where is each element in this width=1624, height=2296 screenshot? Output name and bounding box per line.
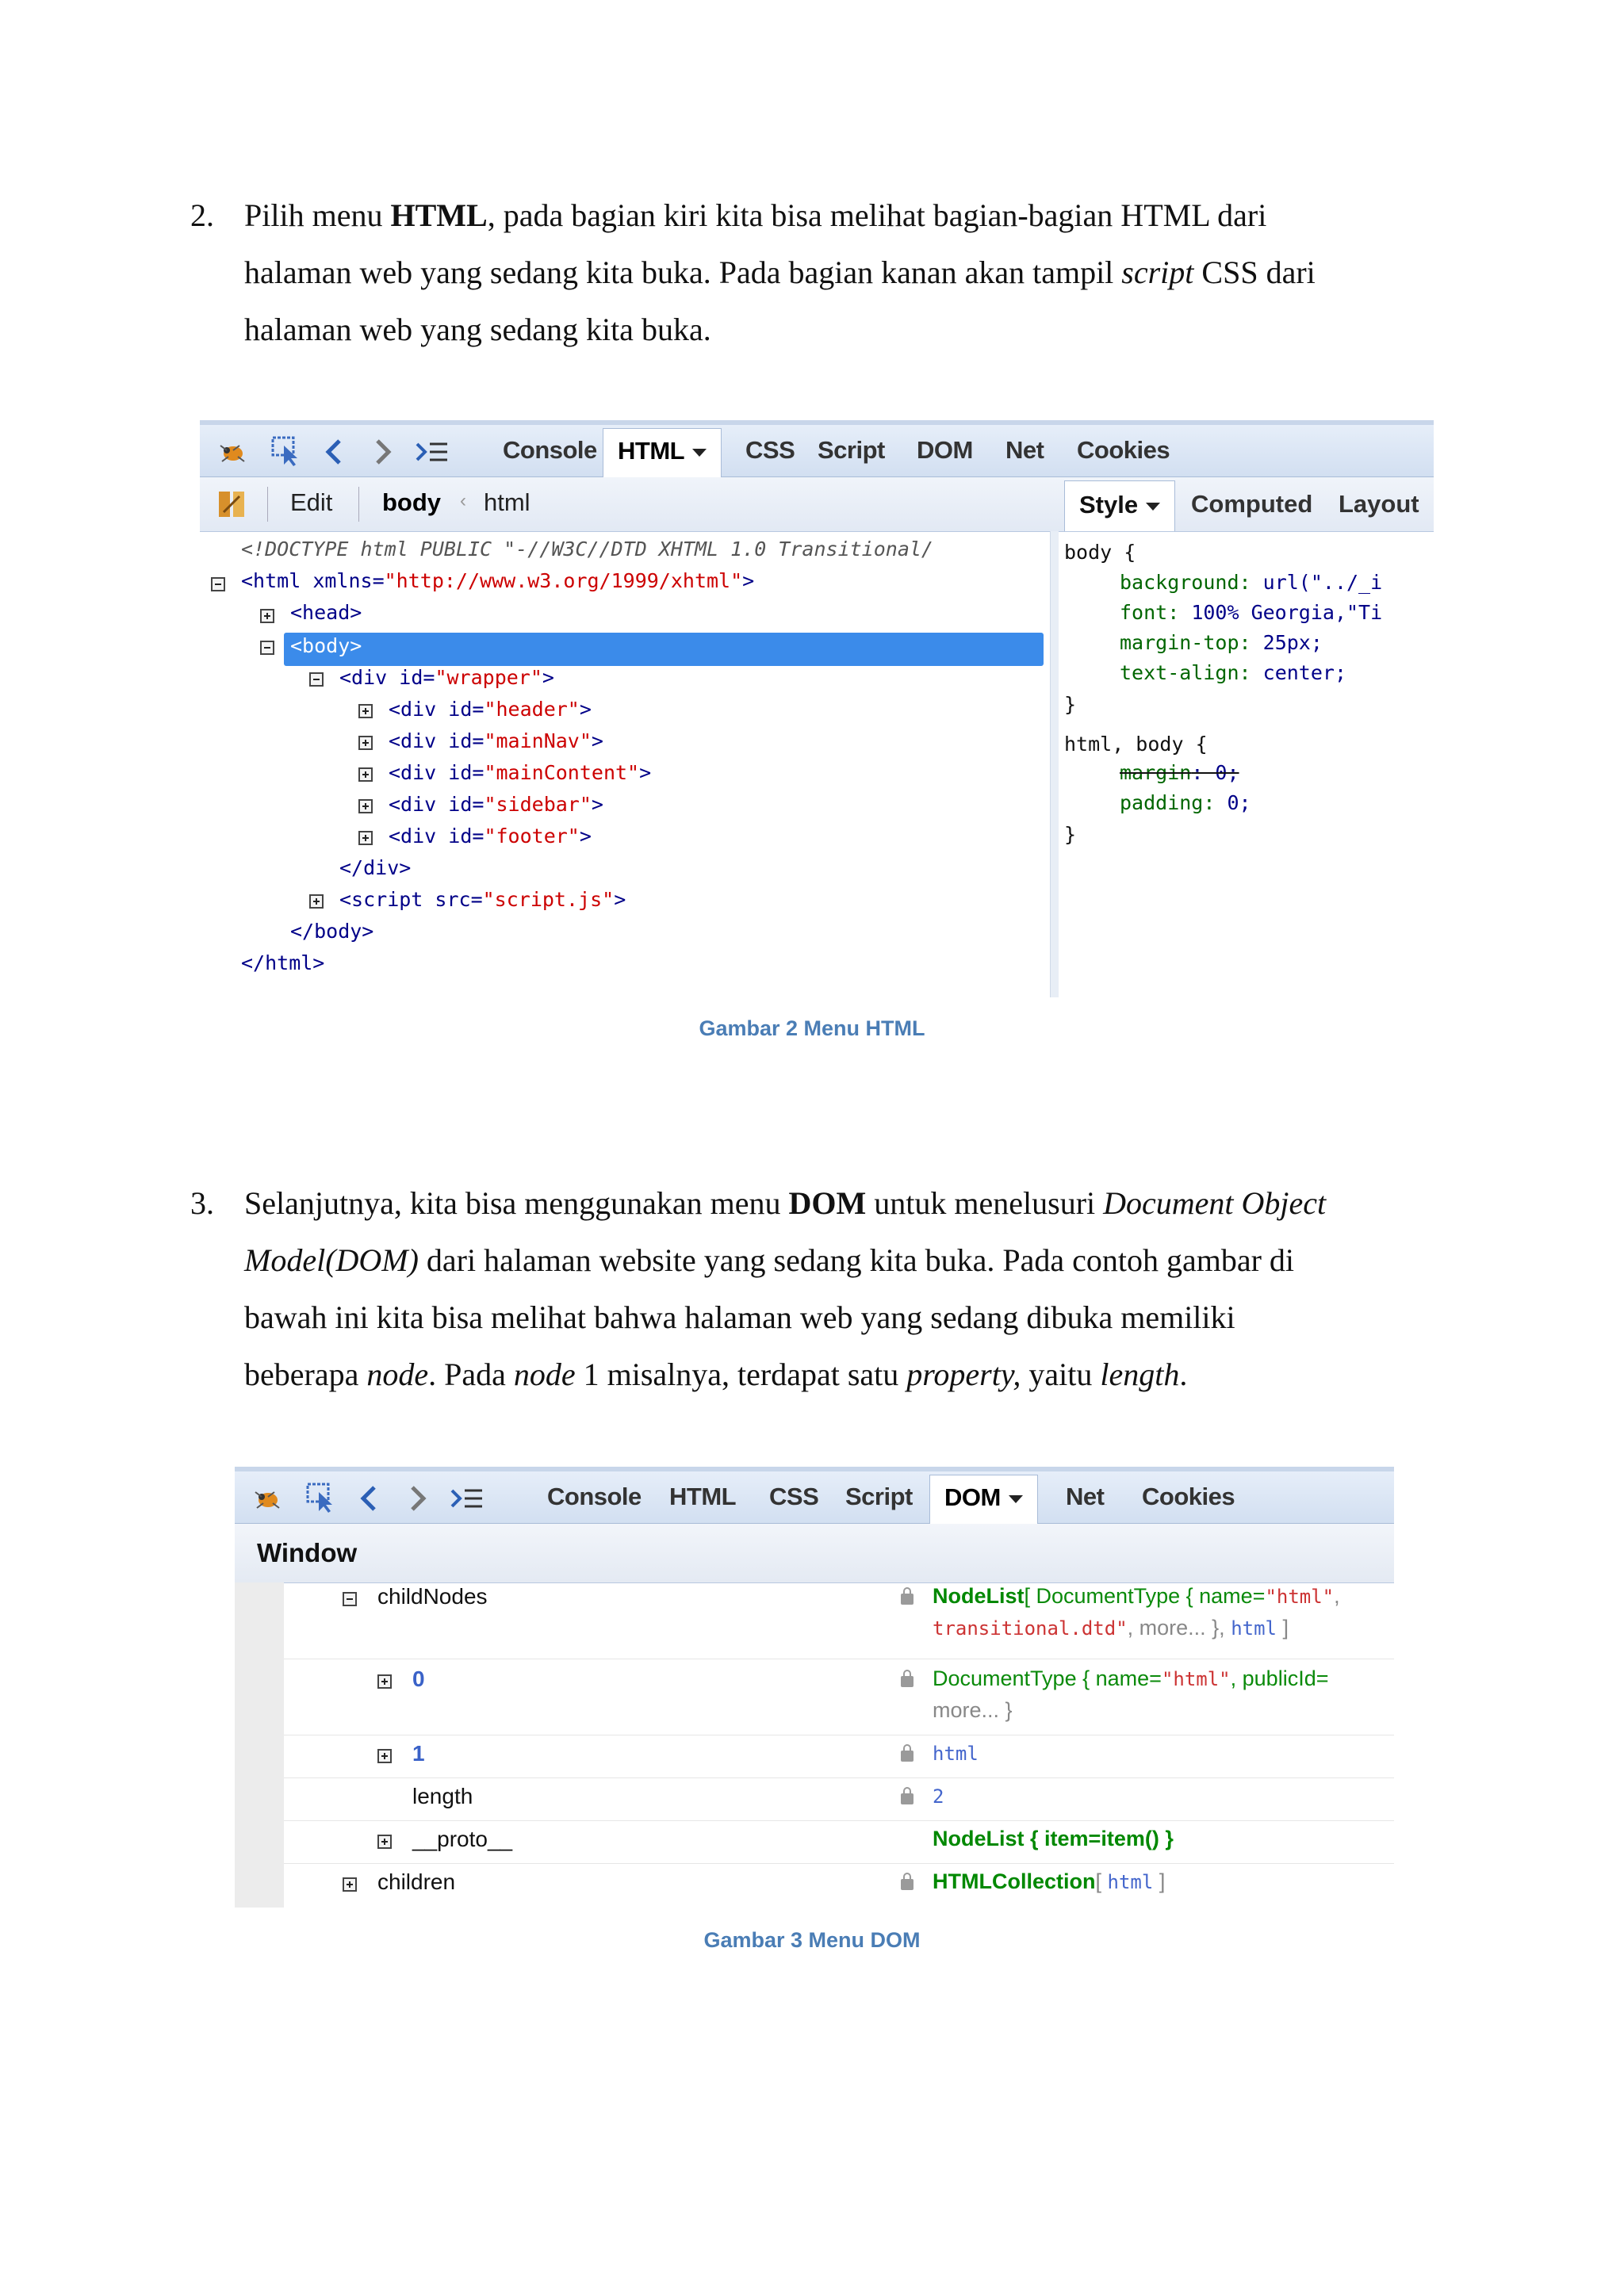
type-name: DocumentType	[933, 1667, 1077, 1690]
text: . Pada	[428, 1357, 514, 1392]
step-2-paragraph	[190, 187, 1434, 358]
property-name: 0	[412, 1667, 425, 1691]
expand-toggle[interactable]	[260, 609, 274, 623]
lock-icon	[901, 1751, 914, 1762]
number-value: 2	[933, 1785, 944, 1808]
dom-row-length[interactable]	[284, 1777, 1394, 1821]
child-div-line[interactable]	[389, 729, 603, 752]
tag: >	[591, 793, 603, 816]
value-text: { item=item() }	[1030, 1827, 1174, 1850]
bold-text: HTML	[390, 197, 488, 233]
tab-net[interactable]: Net	[1066, 1483, 1105, 1510]
tag: >	[742, 569, 755, 592]
html-tree	[200, 531, 1050, 997]
string-value: transitional.dtd"	[933, 1617, 1128, 1640]
css-close-brace: }	[1064, 693, 1077, 716]
firebug-icon[interactable]	[216, 434, 251, 469]
css-close-brace: }	[1064, 823, 1077, 846]
tag: <div	[389, 793, 437, 816]
expand-toggle[interactable]	[358, 736, 373, 750]
css-property: text-align:	[1120, 661, 1251, 684]
child-div-line[interactable]	[389, 761, 651, 784]
breadcrumb-body[interactable]: body	[382, 488, 442, 516]
child-div-line[interactable]	[389, 793, 603, 816]
sub-toolbar	[200, 477, 1434, 532]
inspect-icon[interactable]	[270, 434, 304, 469]
css-style-panel	[1064, 531, 1434, 997]
breadcrumb-separator-icon: ‹	[460, 490, 466, 511]
step-3-paragraph	[190, 1175, 1434, 1403]
tab-cookies[interactable]: Cookies	[1077, 436, 1170, 464]
tag: <div	[339, 666, 388, 689]
tab-computed[interactable]: Computed	[1191, 490, 1313, 518]
css-value: 0;	[1227, 791, 1251, 814]
type-name: NodeList	[933, 1827, 1025, 1850]
expand-toggle[interactable]	[377, 1674, 392, 1689]
css-property: padding:	[1120, 791, 1216, 814]
text: halaman web yang sedang kita buka. Pada bagian kanan akan tampil	[244, 254, 1122, 290]
string-value: "html"	[1161, 1668, 1231, 1690]
italic-text: length	[1100, 1357, 1180, 1392]
property-value-cont	[933, 1616, 1289, 1640]
lock-icon	[901, 1793, 914, 1804]
attr-name: id=	[436, 825, 485, 848]
property-value	[933, 1584, 1340, 1609]
selected-row-highlight	[284, 633, 1044, 666]
italic-text: node	[513, 1357, 576, 1392]
property-name: length	[412, 1784, 473, 1808]
expand-toggle[interactable]	[358, 704, 373, 718]
command-line-icon[interactable]	[449, 1481, 484, 1516]
object-link[interactable]: html	[1231, 1617, 1277, 1640]
chevron-down-icon	[1009, 1495, 1023, 1503]
collapse-toggle[interactable]	[211, 577, 225, 591]
value-text: ]	[1282, 1616, 1289, 1640]
dom-row-0[interactable]	[284, 1659, 1394, 1735]
tag: >	[542, 666, 554, 689]
child-div-line[interactable]	[389, 825, 592, 848]
attr-value: "footer"	[484, 825, 580, 848]
tag: <script	[339, 888, 423, 911]
panel-splitter[interactable]	[1050, 531, 1059, 997]
html-open-line[interactable]	[241, 569, 754, 592]
div-close-line: </div>	[339, 856, 412, 879]
value-text: , publicId=	[1230, 1667, 1329, 1690]
text: Pilih menu	[244, 197, 391, 233]
breadcrumb-html[interactable]: html	[484, 488, 530, 516]
tab-style[interactable]	[1064, 480, 1175, 531]
attr-value: "mainContent"	[484, 761, 640, 784]
step-number: 3.	[190, 1185, 214, 1221]
type-name: NodeList	[933, 1584, 1025, 1608]
break-on-mutate-icon[interactable]	[216, 488, 247, 520]
tab-script[interactable]: Script	[818, 436, 885, 464]
side-panel-tabs	[1064, 477, 1434, 531]
attr-value: "mainNav"	[484, 729, 592, 752]
value-text: { name=	[1082, 1667, 1162, 1690]
text: dari halaman website yang sedang kita buka. Pada contoh gambar di	[418, 1242, 1295, 1278]
tab-css[interactable]: CSS	[769, 1483, 819, 1510]
expand-toggle[interactable]	[358, 799, 373, 813]
attr-name: id=	[436, 698, 485, 721]
css-value: center;	[1262, 661, 1346, 684]
command-line-icon[interactable]	[414, 434, 449, 469]
text: Selanjutnya, kita bisa menggunakan menu	[244, 1185, 789, 1221]
object-link[interactable]: html	[1107, 1871, 1154, 1893]
text: yaitu	[1021, 1357, 1101, 1392]
expand-toggle[interactable]	[377, 1749, 392, 1763]
tab-css[interactable]: CSS	[745, 436, 795, 464]
tag: <div	[389, 825, 437, 848]
firebug-html-panel	[200, 420, 1434, 997]
attr-value: "sidebar"	[484, 793, 592, 816]
separator	[358, 487, 359, 522]
head-line[interactable]: <head>	[290, 601, 362, 624]
css-value: : 0;	[1191, 761, 1239, 784]
attr-value: "http://www.w3.org/1999/xhtml"	[384, 569, 743, 592]
tab-dom[interactable]: DOM	[917, 436, 973, 464]
tag: >	[579, 698, 592, 721]
attr-value: "wrapper"	[435, 666, 542, 689]
firebug-toolbar	[200, 420, 1434, 477]
dom-row-children[interactable]	[284, 1863, 1394, 1908]
window-header	[235, 1524, 1394, 1583]
firebug-icon[interactable]	[251, 1481, 285, 1516]
chevron-down-icon	[692, 449, 707, 457]
italic-text: Document Object	[1103, 1185, 1327, 1221]
collapse-toggle[interactable]	[309, 672, 324, 687]
text: , pada bagian kiri kita bisa melihat bagian-bagian HTML dari	[487, 197, 1267, 233]
css-value: url("../_i	[1262, 571, 1383, 594]
attr-name: id=	[436, 761, 485, 784]
type-name: HTMLCollection	[933, 1869, 1096, 1893]
css-property: margin-top:	[1120, 631, 1251, 654]
css-declaration[interactable]	[1120, 661, 1346, 684]
back-icon[interactable]	[317, 434, 352, 469]
italic-text: script	[1121, 254, 1194, 290]
css-property: background:	[1120, 571, 1251, 594]
property-value	[933, 1667, 1328, 1691]
attr-name: id=	[436, 729, 485, 752]
tab-html[interactable]: HTML	[669, 1483, 737, 1510]
forward-icon[interactable]	[400, 1481, 435, 1516]
tab-cookies[interactable]: Cookies	[1142, 1483, 1235, 1510]
doctype-line: <!DOCTYPE html PUBLIC "-//W3C//DTD XHTML 1.0 Transitional/	[241, 538, 933, 561]
string-value: "html"	[1265, 1586, 1335, 1608]
text: bawah ini kita bisa melihat bahwa halaman web yang sedang dibuka memiliki	[244, 1299, 1235, 1335]
text: 1 misalnya, terdapat satu	[575, 1357, 907, 1392]
tab-label: HTML	[618, 437, 685, 465]
tab-label: DOM	[944, 1483, 1001, 1511]
tab-script[interactable]: Script	[845, 1483, 913, 1510]
tab-html[interactable]	[603, 428, 722, 484]
firebug-dom-panel	[235, 1467, 1394, 1908]
value-text: [ DocumentType { name=	[1024, 1584, 1266, 1608]
text: beberapa	[244, 1357, 367, 1392]
dom-tree	[235, 1582, 1394, 1908]
property-name: __proto__	[412, 1827, 513, 1851]
firebug-toolbar	[235, 1467, 1394, 1524]
tab-layout[interactable]: Layout	[1339, 490, 1419, 518]
expand-toggle[interactable]	[358, 767, 373, 782]
step-number: 2.	[190, 197, 214, 233]
window-label[interactable]: Window	[257, 1538, 358, 1567]
lock-icon	[901, 1879, 914, 1890]
wrapper-line[interactable]	[339, 666, 554, 689]
value-text: ]	[1159, 1869, 1166, 1893]
text: .	[1179, 1357, 1188, 1392]
tab-dom[interactable]	[929, 1475, 1038, 1530]
tag: <div	[389, 729, 437, 752]
property-value	[933, 1869, 1165, 1894]
tag: <div	[389, 761, 437, 784]
value-text: [	[1095, 1869, 1101, 1893]
body-line-selected[interactable]: <body>	[290, 634, 362, 657]
tag: >	[639, 761, 652, 784]
italic-text: property,	[906, 1357, 1021, 1392]
attr-name: id=	[387, 666, 435, 689]
collapse-toggle[interactable]	[343, 1592, 357, 1606]
css-property: font:	[1120, 601, 1180, 624]
expand-toggle[interactable]	[309, 894, 324, 909]
expand-toggle[interactable]	[343, 1877, 357, 1892]
property-name: 1	[412, 1741, 425, 1766]
lock-icon	[901, 1594, 914, 1605]
attr-name: xmlns=	[301, 569, 385, 592]
expand-toggle[interactable]	[377, 1835, 392, 1849]
css-property: margin	[1120, 761, 1192, 784]
css-declaration[interactable]	[1120, 571, 1382, 594]
bold-text: DOM	[788, 1185, 867, 1221]
attr-name: src=	[423, 888, 483, 911]
child-div-line[interactable]	[389, 698, 592, 721]
text: untuk menelusuri	[866, 1185, 1104, 1221]
css-declaration[interactable]	[1120, 631, 1323, 654]
attr-value: "script.js"	[482, 888, 615, 911]
collapse-toggle[interactable]	[260, 641, 274, 655]
inspect-icon[interactable]	[304, 1481, 339, 1516]
tag: <div	[389, 698, 437, 721]
text: halaman web yang sedang kita buka.	[244, 312, 711, 347]
tag: <html	[241, 569, 301, 592]
italic-text: node	[366, 1357, 429, 1392]
script-line[interactable]	[339, 888, 626, 911]
forward-icon[interactable]	[365, 434, 400, 469]
css-value: 100% Georgia,"Ti	[1191, 601, 1383, 624]
object-link[interactable]: html	[933, 1743, 979, 1765]
property-value-cont: more... }	[933, 1698, 1013, 1722]
css-selector: html, body {	[1064, 733, 1208, 756]
chevron-down-icon	[1146, 503, 1160, 511]
tag: >	[614, 888, 626, 911]
dom-row-1[interactable]	[284, 1735, 1394, 1778]
tab-net[interactable]: Net	[1005, 436, 1044, 464]
tab-console[interactable]: Console	[503, 436, 597, 464]
css-declaration-overridden[interactable]	[1120, 761, 1239, 784]
value-text: , more... },	[1127, 1616, 1225, 1640]
property-value	[933, 1827, 1174, 1851]
dom-row-proto[interactable]	[284, 1820, 1394, 1864]
tag: >	[591, 729, 603, 752]
lock-icon	[901, 1676, 914, 1687]
value-text: ,	[1334, 1584, 1340, 1608]
text: CSS dari	[1193, 254, 1316, 290]
separator	[267, 487, 268, 522]
html-close-line: </html>	[241, 951, 325, 974]
expand-toggle[interactable]	[358, 831, 373, 845]
tab-label: Style	[1079, 491, 1139, 519]
dom-row-childnodes[interactable]	[284, 1582, 1394, 1659]
body-close-line: </body>	[290, 920, 374, 943]
css-declaration[interactable]	[1120, 791, 1251, 814]
property-name: childNodes	[377, 1584, 488, 1609]
tab-console[interactable]: Console	[547, 1483, 642, 1510]
property-name: children	[377, 1869, 456, 1894]
css-declaration[interactable]	[1120, 601, 1382, 624]
css-value: 25px;	[1262, 631, 1323, 654]
css-selector: body {	[1064, 541, 1136, 564]
back-icon[interactable]	[352, 1481, 387, 1516]
italic-text: Model(DOM)	[244, 1242, 419, 1278]
tag: >	[579, 825, 592, 848]
attr-name: id=	[436, 793, 485, 816]
edit-button[interactable]: Edit	[290, 488, 333, 516]
figure-2-caption: Gambar 2 Menu HTML	[699, 1016, 925, 1040]
attr-value: "header"	[484, 698, 580, 721]
figure-3-caption: Gambar 3 Menu DOM	[703, 1928, 921, 1952]
